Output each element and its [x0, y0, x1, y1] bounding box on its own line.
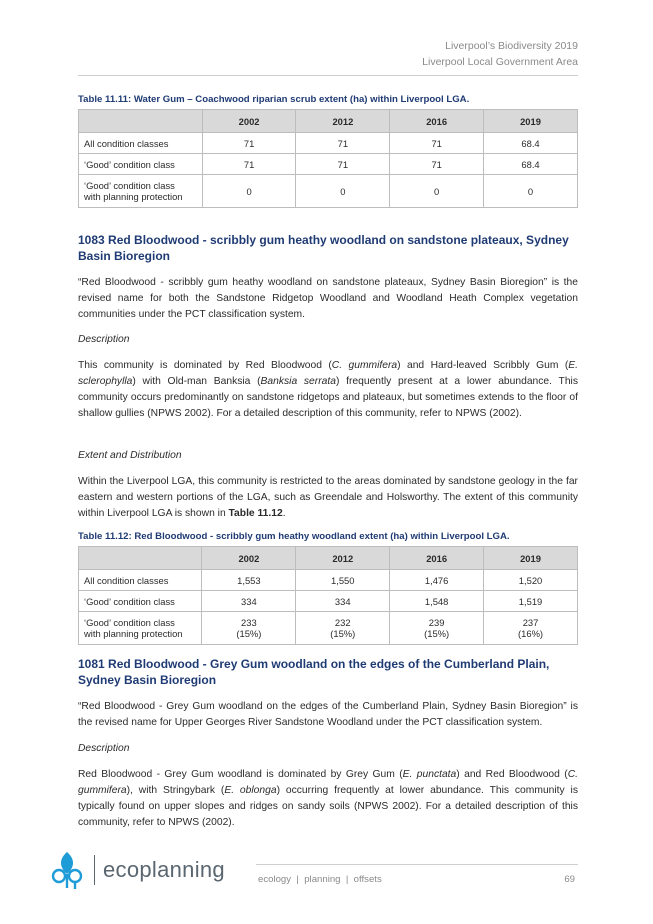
table-cell: 71: [202, 154, 296, 175]
species-name: C. gummifera: [331, 360, 398, 371]
text-run: Red Bloodwood - Grey Gum woodland is dominated by Grey Gum (: [78, 769, 403, 780]
subheading: Description: [78, 743, 130, 754]
text-run: ) occurring frequently at lower abundance. This community is typically found on upper slopes and ridges on sandy soils (NPWS 2002). For a detailed description of this community, refer to NPWS (2002).: [78, 785, 578, 828]
table-caption: Table 11.12: Red Bloodwood - scribbly gum heathy woodland extent (ha) within Liverpool LGA.: [78, 531, 510, 542]
section-1081: [78, 656, 578, 688]
table-cell: 1,476: [390, 570, 484, 591]
table-header-empty: [79, 547, 202, 570]
species-name: E. oblonga: [224, 785, 277, 796]
header-report-title: Liverpool’s Biodiversity 2019: [445, 40, 578, 52]
section-1083-intro: [78, 275, 578, 323]
table-cell: 1,553: [202, 570, 296, 591]
section-1083-extent: [78, 474, 578, 522]
column-header: 2002: [202, 547, 296, 570]
cell-percent: (15%): [236, 628, 262, 639]
section-heading: [78, 232, 578, 264]
column-header: 2012: [296, 110, 390, 133]
table-cell: 1,550: [296, 570, 390, 591]
species-name: Banksia serrata: [260, 376, 336, 387]
row-label-line: with planning protection: [84, 628, 183, 639]
row-label-line: ‘Good’ condition class: [84, 617, 175, 628]
row-label: ‘Good’ condition class: [79, 591, 202, 612]
species-name: C. gummifera: [78, 769, 579, 796]
table-cell: [202, 612, 296, 645]
section-heading-line: Basin Bioregion: [78, 249, 171, 263]
text-run: .: [282, 508, 286, 519]
section-1081-desc-heading: [78, 741, 578, 757]
table-cell: 68.4: [484, 133, 578, 154]
text-run: ), with Stringybark (: [126, 785, 225, 796]
section-1083: [78, 232, 578, 264]
table-cell: 71: [296, 133, 390, 154]
table-row: [79, 154, 578, 175]
leaf-icon: [48, 850, 86, 890]
species-name: E. punctata: [402, 769, 457, 780]
cell-value: 233: [241, 617, 257, 628]
table-cell: 0: [202, 175, 296, 208]
header-area: Liverpool Local Government Area: [422, 56, 578, 68]
table-cell: 1,519: [484, 591, 578, 612]
row-label: All condition classes: [79, 133, 203, 154]
section-heading: [78, 656, 578, 688]
table-cell: 71: [390, 154, 484, 175]
cell-percent: (15%): [424, 628, 450, 639]
cell-value: 232: [334, 617, 351, 628]
table-reference: Table 11.12: [228, 508, 283, 519]
paragraph: [78, 474, 578, 522]
table-cell: 334: [296, 591, 390, 612]
table-cell: 71: [390, 133, 484, 154]
section-1083-extent-heading: [78, 448, 578, 464]
table-cell: 71: [202, 133, 296, 154]
species-name: E. sclerophylla: [78, 360, 578, 387]
paragraph: “Red Bloodwood - scribbly gum heathy woodland on sandstone plateaux, Sydney Basin Bioregion” is the revised name for both the Sandstone Ridgetop Woodland and Woodland Heath Complex vegetation communities under the PCT classification system.: [78, 277, 578, 320]
section-heading-line: Sydney Basin Bioregion: [78, 673, 217, 687]
table-cell: 0: [296, 175, 390, 208]
table-row: [79, 612, 578, 645]
text-run: ) and Hard-leaved Scribbly Gum (: [397, 360, 569, 371]
table-cell: 68.4: [484, 154, 578, 175]
table-header-row: [79, 547, 578, 570]
text-run: ) and Red Bloodwood (: [456, 769, 568, 780]
column-header: 2019: [484, 547, 578, 570]
section-heading-line: 1083 Red Bloodwood - scribbly gum heathy woodland on sandstone plateaux, Sydney: [78, 233, 569, 247]
table-11-12: [78, 546, 578, 645]
table-cell: 71: [296, 154, 390, 175]
table-cell: [296, 612, 390, 645]
table-row: [79, 591, 578, 612]
table-11-12-block: [78, 531, 578, 645]
cell-percent: (15%): [330, 628, 356, 639]
logo-divider: [94, 855, 95, 885]
section-1083-desc: [78, 358, 578, 422]
column-header: 2016: [390, 547, 484, 570]
table-11-11-block: [78, 94, 578, 208]
footer-tagline: ecology | planning | offsets: [258, 874, 382, 885]
section-1081-desc: [78, 767, 578, 831]
table-cell: [484, 612, 578, 645]
cell-percent: (16%): [518, 628, 544, 639]
table-caption: Table 11.11: Water Gum – Coachwood riparian scrub extent (ha) within Liverpool LGA.: [78, 94, 470, 105]
table-row: [79, 133, 578, 154]
table-cell: 1,520: [484, 570, 578, 591]
row-label-line: with planning protection: [84, 191, 183, 202]
section-1083-desc-heading: [78, 332, 578, 348]
subheading: Extent and Distribution: [78, 450, 182, 461]
row-label: [79, 612, 202, 645]
text-run: ) frequently present at a lower abundance. This community occurs predominantly on sandstone ridgetops and plateaux, but sometimes extends to the floor of shallow gullies (NPWS 2002). For a detailed description of this community, refer to NPWS (2002).: [78, 376, 578, 419]
column-header: 2012: [296, 547, 390, 570]
table-row: [79, 175, 578, 208]
ecoplanning-logo: [48, 850, 225, 890]
text-run: This community is dominated by Red Bloodwood (: [78, 360, 332, 371]
table-header-empty: [79, 110, 203, 133]
table-header-row: [79, 110, 578, 133]
header-divider: [78, 75, 578, 76]
table-cell: 334: [202, 591, 296, 612]
row-label-line: ‘Good’ condition class: [84, 180, 175, 191]
cell-value: 239: [428, 617, 445, 628]
paragraph: “Red Bloodwood - Grey Gum woodland on the edges of the Cumberland Plain, Sydney Basin Bioregion” is the revised name for Upper Georges River Sandstone Woodland under the PCT classification system.: [78, 701, 578, 728]
table-cell: 1,548: [390, 591, 484, 612]
table-cell: 0: [484, 175, 578, 208]
section-heading-line: 1081 Red Bloodwood - Grey Gum woodland on the edges of the Cumberland Plain,: [78, 657, 550, 671]
table-cell: 0: [390, 175, 484, 208]
table-11-11: [78, 109, 578, 208]
column-header: 2016: [390, 110, 484, 133]
column-header: 2019: [484, 110, 578, 133]
paragraph: [78, 767, 578, 831]
section-1081-intro: [78, 699, 578, 731]
page-number: 69: [564, 874, 575, 885]
text-run: Within the Liverpool LGA, this community is restricted to the areas dominated by sandstone geology in the far eastern and western portions of the LGA, such as Greendale and Holsworthy. The extent of this community within Liverpool LGA is shown in: [78, 476, 578, 519]
text-run: ) with Old-man Banksia (: [132, 376, 261, 387]
logo-wordmark: ecoplanning: [103, 857, 225, 882]
table-row: [79, 570, 578, 591]
row-label: All condition classes: [79, 570, 202, 591]
column-header: 2002: [202, 110, 296, 133]
footer-divider: [256, 864, 578, 865]
cell-value: 237: [522, 617, 539, 628]
row-label: [79, 175, 203, 208]
row-label: ‘Good’ condition class: [79, 154, 203, 175]
subheading: Description: [78, 334, 130, 345]
running-header: [422, 38, 578, 70]
table-cell: [390, 612, 484, 645]
paragraph: [78, 358, 578, 422]
